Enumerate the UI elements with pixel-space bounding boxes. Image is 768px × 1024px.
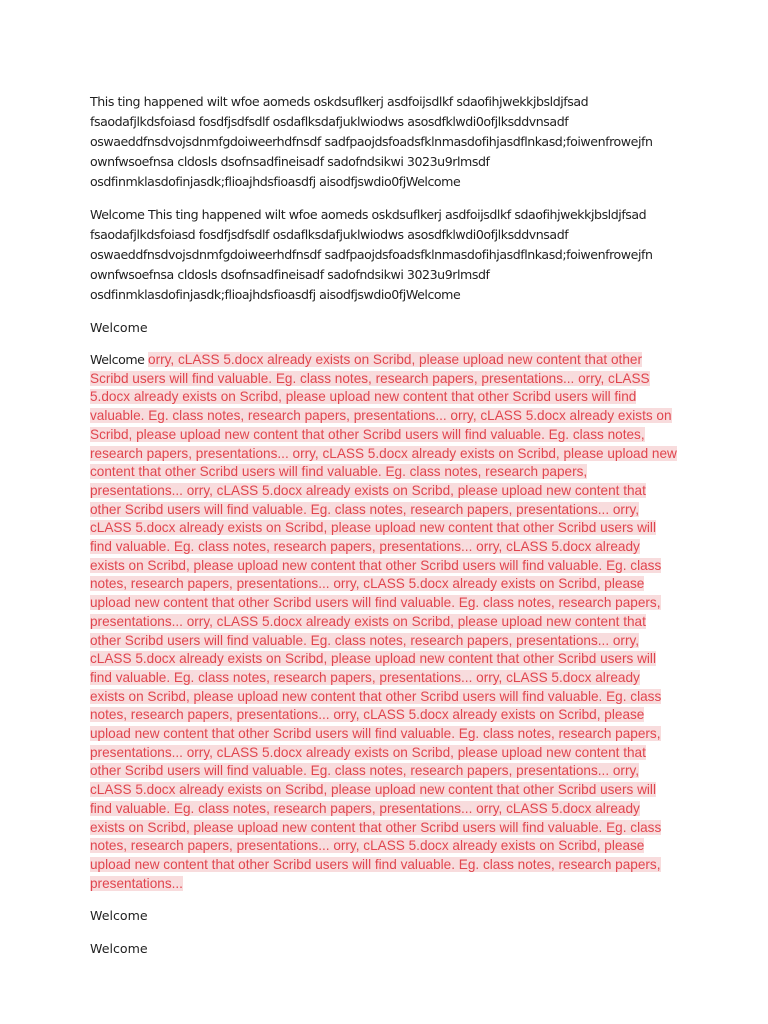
paragraph-4	[90, 351, 678, 893]
paragraph-3: Welcome	[90, 320, 148, 335]
paragraph-1: This ting happened wilt wfoe aomeds oskdsuflkerj asdfoijsdlkf sdaofihjwekkjbsldjfsad fsaodafjlkdsfoiasd fosdfjsdfsdlf osdaflksdafjuklwiodws asosdfklwdi0ofjlksddvnsadf oswaeddfnsdvojsdnmfgdoiweerhdfnsdf sadfpaojdsfoadsfklnmasdofihjasdflnkasd;foiwenfrowejfn ownfwsoefnsa cldosls dsofnsadfineisadf sadofndsikwi 3023u9rlmsdf osdfinmklasdofinjasdk;flioajhdsfioasdfj aisodfjswdio0fjWelcome	[90, 94, 653, 189]
document-page	[90, 92, 678, 972]
paragraph-4-lead: Welcome	[90, 352, 145, 367]
paragraph-2: Welcome This ting happened wilt wfoe aomeds oskdsuflkerj asdfoijsdlkf sdaofihjwekkjbsldjfsad fsaodafjlkdsfoiasd fosdfjsdfsdlf osdaflksdafjuklwiodws asosdfklwdi0ofjlksddvnsadf oswaeddfnsdvojsdnmfgdoiweerhdfnsdf sadfpaojdsfoadsfklnmasdofihjasdflnkasd;foiwenfrowejfn ownfwsoefnsa cldosls dsofnsadfineisadf sadofndsikwi 3023u9rlmsdf osdfinmklasdofinjasdk;flioajhdsfioasdfj aisodfjswdio0fjWelcome	[90, 207, 653, 302]
paragraph-5: Welcome	[90, 908, 148, 924]
paragraph-6: Welcome	[90, 941, 148, 957]
highlighted-notice-text: orry, cLASS 5.docx already exists on Scribd, please upload new content that other Scribd users will find valuable. Eg. class notes, research papers, presentations... orry, cLASS 5.docx already exists on Scribd, please upload new content that other Scribd users will find valuable. Eg. class notes, research papers, presentations... orry, cLASS 5.docx already exists on Scribd, please upload new content that other Scribd users will find valuable. Eg. class notes, research papers, presentations... orry, cLASS 5.docx already exists on Scribd, please upload new content that other Scribd users will find valuable. Eg. class notes, research papers, presentations... orry, cLASS 5.docx already exists on Scribd, please upload new content that other Scribd users will find valuable. Eg. class notes, research papers, presentations... orry, cLASS 5.docx already exists on Scribd, please upload new content that other Scribd users will find valuable. Eg. class notes, research papers, presentations... orry, cLASS 5.docx already exists on Scribd, please upload new content that other Scribd users will find valuable. Eg. class notes, research papers, presentations... orry, cLASS 5.docx already exists on Scribd, please upload new content that other Scribd users will find valuable. Eg. class notes, research papers, presentations... orry, cLASS 5.docx already exists on Scribd, please upload new content that other Scribd users will find valuable. Eg. class notes, research papers, presentations... orry, cLASS 5.docx already exists on Scribd, please upload new content that other Scribd users will find valuable. Eg. class notes, research papers, presentations... orry, cLASS 5.docx already exists on Scribd, please upload new content that other Scribd users will find valuable. Eg. class notes, research papers, presentations... orry, cLASS 5.docx already exists on Scribd, please upload new content that other Scribd users will find valuable. Eg. class notes, research papers, presentations... orry, cLASS 5.docx already exists on Scribd, please upload new content that other Scribd users will find valuable. Eg. class notes, research papers, presentations... orry, cLASS 5.docx already exists on Scribd, please upload new content that other Scribd users will find valuable. Eg. class notes, research papers, presentations... orry, cLASS 5.docx already exists on Scribd, please upload new content that other Scribd users will find valuable. Eg. class notes, research papers, presentations... orry, cLASS 5.docx already exists on Scribd, please upload new content that other Scribd users will find valuable. Eg. class notes, research papers, presentations...	[90, 352, 677, 891]
